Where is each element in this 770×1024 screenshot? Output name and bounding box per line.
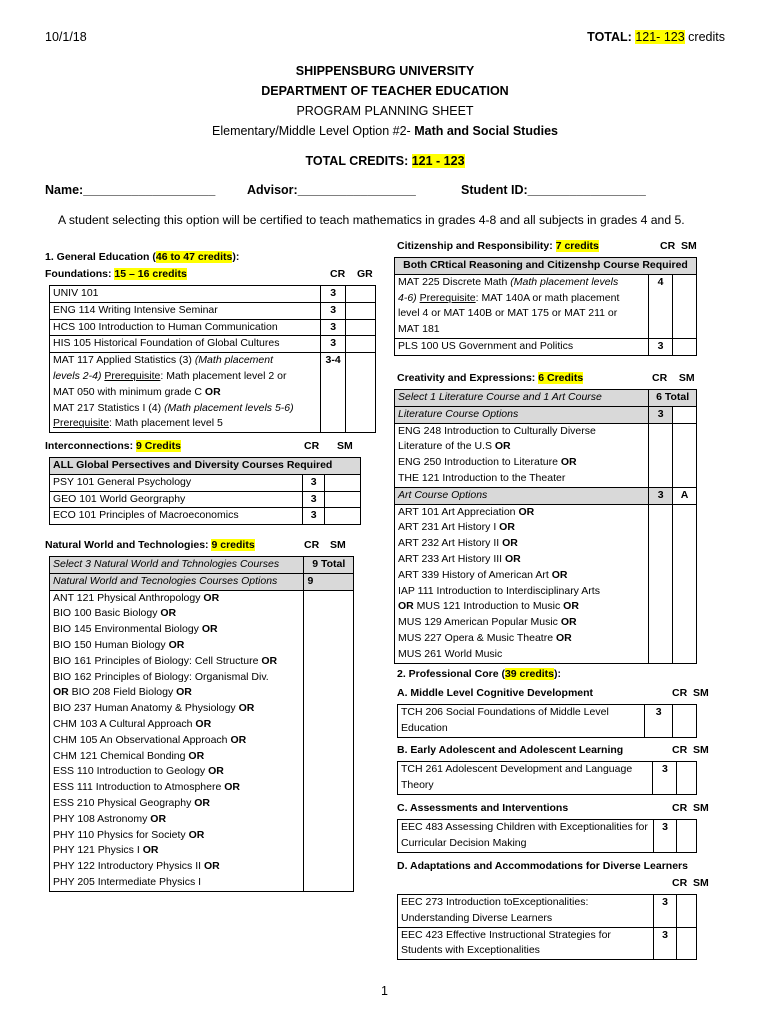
list-item: ESS 210 Physical Geography OR: [53, 796, 210, 809]
list-item: CHM 103 A Cultural Approach OR: [53, 717, 212, 730]
list-item: ESS 111 Introduction to Atmosphere OR: [53, 781, 240, 794]
pls-100-cr: 3: [649, 338, 673, 355]
table-row: [50, 319, 376, 336]
course-name: GEO 101 World Georgraphy: [50, 491, 303, 508]
natural-table: [49, 556, 354, 892]
list-item: ESS 110 Introduction to Geology OR: [53, 765, 224, 778]
list-item: ART 339 History of American Art OR: [398, 568, 568, 581]
mat-225-cr: 4: [649, 274, 673, 338]
natural-course-list: [50, 590, 304, 891]
list-item: ART 232 Art History II OR: [398, 537, 518, 550]
table-row: [395, 423, 697, 487]
list-item: OR MUS 121 Introduction to Music OR: [398, 600, 579, 613]
list-item: ENG 250 Introduction to Literature OR: [398, 456, 577, 469]
table-row: [398, 705, 697, 738]
table-row: [395, 274, 697, 338]
option-title: Elementary/Middle Level Option #2- Math and Social Studies: [212, 124, 558, 138]
page-number: 1: [381, 984, 388, 998]
course-name: PSY 101 General Psychology: [50, 474, 303, 491]
eec-423-cr: 3: [653, 927, 677, 960]
list-item: CHM 105 An Observational Approach OR: [53, 733, 247, 746]
grade-cell[interactable]: [325, 474, 361, 491]
list-item: ANT 121 Physical Anthropology OR: [53, 591, 220, 604]
table-row: [395, 487, 697, 504]
section-a-col: CR SM: [672, 687, 709, 699]
list-item: BIO 145 Environmental Biology OR: [53, 623, 218, 636]
lit-options-cr: 3: [649, 406, 673, 423]
eec-423-cell: EEC 423 Effective Instructional Strategies for Students with Exceptionalities: [398, 927, 654, 960]
table-row: [50, 302, 376, 319]
eec-423-sm[interactable]: [677, 927, 697, 960]
natural-select-cr: 9 Total: [304, 557, 354, 574]
department-name: DEPARTMENT OF TEACHER EDUCATION: [261, 84, 509, 98]
list-item: PHY 108 Astronomy OR: [53, 812, 167, 825]
creativity-select-header: Select 1 Literature Course and 1 Art Course: [395, 390, 649, 407]
table-row: [50, 353, 376, 433]
foundations-col-gr: GR: [357, 268, 373, 280]
art-course-list: [395, 504, 649, 663]
grade-cell[interactable]: [346, 286, 376, 303]
mat-225-cell: MAT 225 Discrete Math (Math placement levels 4-6) Prerequisite: MAT 140A or math placement level 4 or MAT 140B or MAT 175 or MAT 211 or MAT 181: [395, 274, 649, 338]
natural-col-sm: SM: [330, 539, 346, 551]
sheet-title: PROGRAM PLANNING SHEET: [296, 104, 474, 118]
section-c-table: [397, 819, 697, 853]
table-row: [50, 573, 354, 590]
table-row: [50, 557, 354, 574]
list-item: PHY 205 Intermediate Physics I: [53, 875, 202, 888]
table-row: [395, 258, 697, 275]
eec-483-cell: EEC 483 Assessing Children with Exceptionalities for Curricular Decision Making: [398, 820, 654, 853]
total-unit: credits: [688, 30, 725, 44]
mat-117-cell: MAT 117 Applied Statistics (3) (Math placement levels 2-4) Prerequisite: Math placement level 2 or MAT 050 with minimum grade C OR MAT 217 Statistics I (4) (Math placement levels 5-6) Prerequisite: Math placement level 5: [50, 353, 321, 433]
grade-cell[interactable]: [325, 491, 361, 508]
tch-206-cr: 3: [644, 705, 673, 738]
list-item: ENG 248 Introduction to Culturally Diverse: [398, 424, 596, 437]
section-d-col: CR SM: [672, 877, 709, 889]
table-row: [50, 474, 361, 491]
course-name: HCS 100 Introduction to Human Communication: [50, 319, 321, 336]
list-item: THE 121 Introduction to the Theater: [398, 471, 566, 484]
list-item: PHY 121 Physics I OR: [53, 844, 159, 857]
natural-select-header: Select 3 Natural World and Tchnologies Courses: [50, 557, 304, 574]
foundations-heading: Foundations: 15 – 16 credits: [45, 268, 187, 280]
table-row: [395, 338, 697, 355]
title-block: [0, 61, 770, 171]
course-name: UNIV 101: [50, 286, 321, 303]
table-row: [398, 895, 697, 928]
table-row: [395, 390, 697, 407]
section-d-table: [397, 894, 697, 960]
table-row: [398, 820, 697, 853]
inter-col-cr: CR: [304, 440, 320, 452]
section-d-label: D. Adaptations and Accommodations for Diverse Learners: [397, 860, 688, 872]
course-credits: 3: [303, 474, 325, 491]
list-item: IAP 111 Introduction to Interdisciplinary Arts: [398, 584, 600, 597]
table-row: [398, 927, 697, 960]
natural-col-cr: CR: [304, 539, 320, 551]
total-credits-title: TOTAL CREDITS: 121 - 123: [305, 154, 465, 168]
tch-206-sm[interactable]: [673, 705, 697, 738]
student-id-field[interactable]: Student ID:_________________: [461, 183, 646, 197]
section-b-label: B. Early Adolescent and Adolescent Learning: [397, 744, 624, 756]
table-row: [395, 406, 697, 423]
advisor-field[interactable]: Advisor:_________________: [247, 183, 416, 197]
course-name: ECO 101 Principles of Macroeconomics: [50, 508, 303, 525]
art-options-sm: A: [673, 487, 697, 504]
course-credits: 3: [321, 286, 346, 303]
tch-261-cr: 3: [653, 762, 677, 795]
inter-required-header: ALL Global Persectives and Diversity Courses Required: [50, 458, 361, 475]
natural-options-header: Natural World and Tecnologies Courses Options: [50, 573, 304, 590]
table-row: [50, 508, 361, 525]
eec-483-sm[interactable]: [677, 820, 697, 853]
list-item: Literature of the U.S OR: [398, 440, 511, 453]
grade-cell[interactable]: [346, 336, 376, 353]
tch-261-cell: TCH 261 Adolescent Development and Language Theory: [398, 762, 653, 795]
foundations-table: [49, 285, 376, 433]
citizenship-required-header: Both CRtical Reasoning and Citizenshp Course Required: [395, 258, 697, 275]
list-item: MUS 227 Opera & Music Theatre OR: [398, 631, 572, 644]
table-row: [50, 590, 354, 891]
section-b-table: [397, 761, 697, 795]
course-credits: 3: [321, 302, 346, 319]
natural-options-cr: 9: [304, 573, 354, 590]
total-value: 121- 123: [635, 30, 685, 44]
name-field[interactable]: Name:___________________: [45, 183, 216, 197]
pls-100-cell: PLS 100 US Government and Politics: [395, 338, 649, 355]
intro-text: A student selecting this option will be certified to teach mathematics in grades 4-8 and all subjects in grades 4 and 5.: [58, 213, 685, 227]
tch-261-sm[interactable]: [677, 762, 697, 795]
table-row: [50, 286, 376, 303]
list-item: ART 233 Art History III OR: [398, 552, 521, 565]
course-name: ENG 114 Writing Intensive Seminar: [50, 302, 321, 319]
creativity-select-cr: 6 Total: [649, 390, 697, 407]
list-item: BIO 161 Principles of Biology: Cell Structure OR: [53, 654, 278, 667]
grade-cell[interactable]: [325, 508, 361, 525]
university-name: SHIPPENSBURG UNIVERSITY: [295, 64, 475, 78]
tch-206-cell: TCH 206 Social Foundations of Middle Level Education: [398, 705, 645, 738]
list-item: PHY 110 Physics for Society OR: [53, 828, 205, 841]
eec-483-cr: 3: [653, 820, 677, 853]
list-item: CHM 121 Chemical Bonding OR: [53, 749, 205, 762]
section-b-col: CR SM: [672, 744, 709, 756]
citizenship-col: CR SM: [660, 240, 697, 252]
list-item: OR BIO 208 Field Biology OR: [53, 686, 192, 699]
prof-core-heading: 2. Professional Core (39 credits):: [397, 668, 561, 680]
table-row: [398, 762, 697, 795]
list-item: BIO 162 Principles of Biology: Organismal Div.: [53, 670, 269, 683]
mat-117-cr: 3-4: [321, 353, 346, 433]
citizenship-table: [394, 257, 697, 356]
creativity-heading: Creativity and Expressions: 6 Credits: [397, 372, 584, 384]
grade-cell[interactable]: [346, 302, 376, 319]
eec-273-cell: EEC 273 Introduction toExceptionalities: Understanding Diverse Learners: [398, 895, 654, 928]
creativity-col: CR SM: [652, 372, 695, 384]
grade-cell[interactable]: [346, 319, 376, 336]
table-row: [50, 458, 361, 475]
list-item: PHY 122 Introductory Physics II OR: [53, 860, 220, 873]
section-a-label: A. Middle Level Cognitive Development: [397, 687, 594, 699]
list-item: MUS 261 World Music: [398, 647, 503, 660]
natural-cr-cell[interactable]: [304, 590, 354, 891]
list-item: BIO 100 Basic Biology OR: [53, 607, 177, 620]
interconnections-heading: Interconnections: 9 Credits: [45, 440, 181, 452]
eec-273-sm[interactable]: [677, 895, 697, 928]
eec-273-cr: 3: [653, 895, 677, 928]
table-row: [50, 336, 376, 353]
table-row: [50, 491, 361, 508]
list-item: BIO 150 Human Biology OR: [53, 638, 185, 651]
course-credits: 3: [321, 319, 346, 336]
list-item: BIO 237 Human Anatomy & Physiology OR: [53, 702, 255, 715]
section-c-col: CR SM: [672, 802, 709, 814]
section-c-label: C. Assessments and Interventions: [397, 802, 569, 814]
course-credits: 3: [303, 508, 325, 525]
table-row: [395, 504, 697, 663]
course-credits: 3: [321, 336, 346, 353]
mat-225-sm[interactable]: [673, 274, 697, 338]
total-credits-header: [587, 30, 725, 44]
total-label: TOTAL:: [587, 30, 632, 44]
inter-col-sm: SM: [337, 440, 353, 452]
list-item: ART 101 Art Appreciation OR: [398, 505, 535, 518]
creativity-table: [394, 389, 697, 664]
natural-heading: Natural World and Technologies: 9 credits: [45, 539, 255, 551]
art-options-cr: 3: [649, 487, 673, 504]
lit-course-list: [395, 423, 649, 487]
list-item: MUS 129 American Popular Music OR: [398, 616, 577, 629]
lit-options-header: Literature Course Options: [395, 406, 649, 423]
interconnections-table: [49, 457, 361, 525]
art-options-header: Art Course Options: [395, 487, 649, 504]
date: 10/1/18: [45, 30, 87, 44]
course-credits: 3: [303, 491, 325, 508]
mat-117-gr[interactable]: [346, 353, 376, 433]
gen-ed-heading: 1. General Education (46 to 47 credits):: [45, 251, 240, 263]
list-item: ART 231 Art History I OR: [398, 521, 515, 534]
course-name: HIS 105 Historical Foundation of Global Cultures: [50, 336, 321, 353]
pls-100-sm[interactable]: [673, 338, 697, 355]
section-a-table: [397, 704, 697, 738]
foundations-col-cr: CR: [330, 268, 346, 280]
citizenship-heading: Citizenship and Responsibility: 7 credits: [397, 240, 599, 252]
